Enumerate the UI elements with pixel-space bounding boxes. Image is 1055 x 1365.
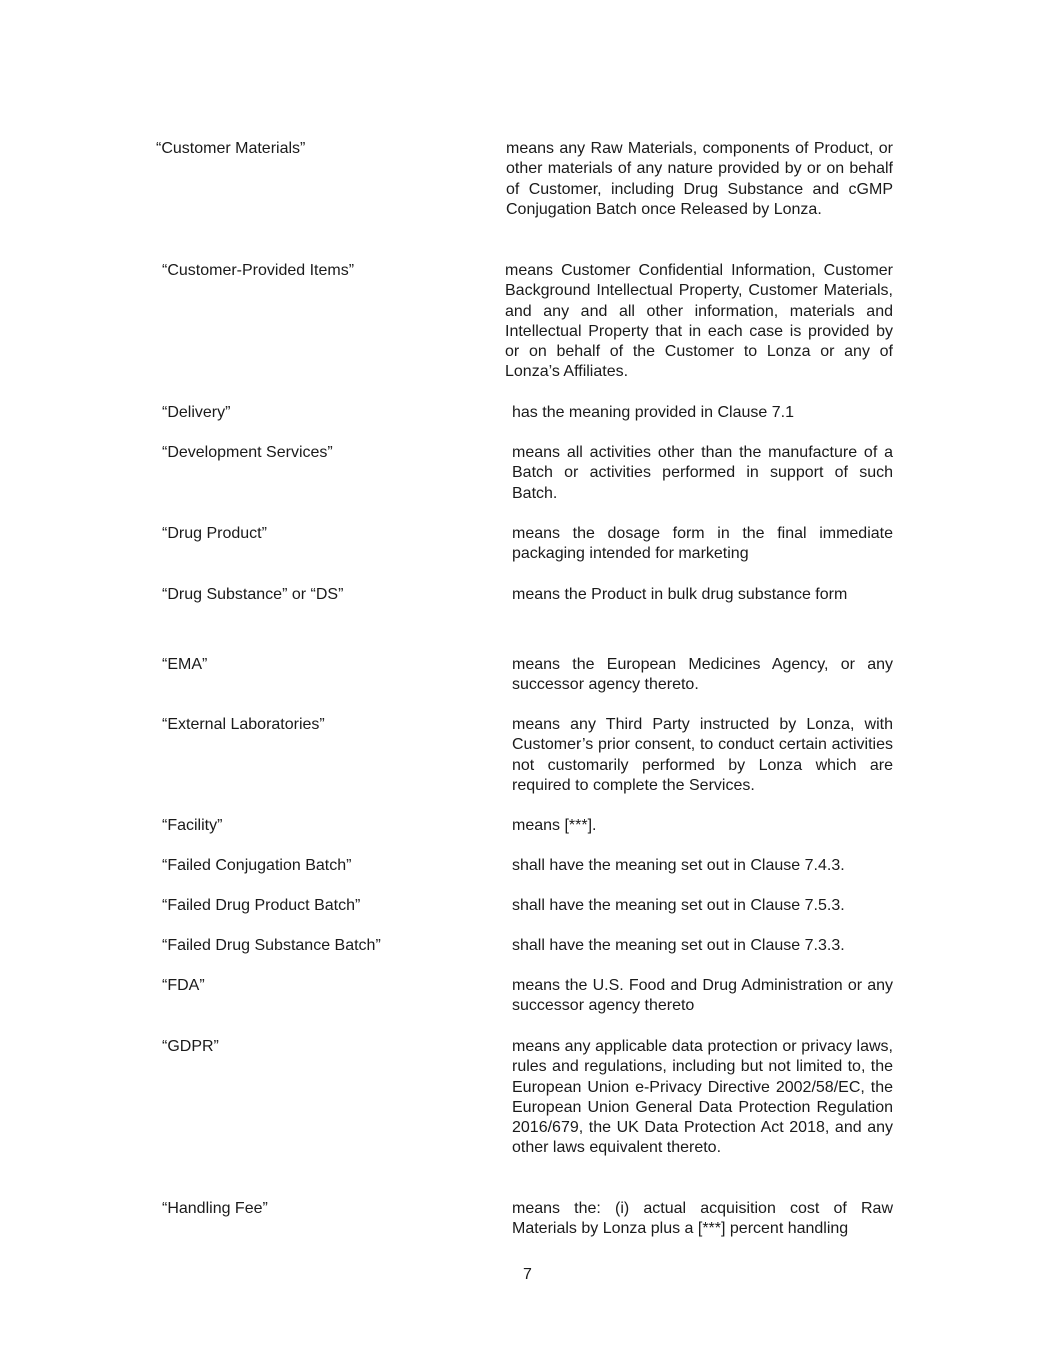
definition-external-laboratories: means any Third Party instructed by Lonza, with Customer’s prior consent, to conduct certain activities not customarily performed by Lonza which are required to complete the Services. (512, 716, 893, 794)
definition-gdpr: means any applicable data protection or privacy laws, rules and regulations, including but not limited to, the European Union e-Privacy Directive 2002/58/EC, the European Union General Data Protection Regulation 2016/679, the UK Data Protection Act 2018, and any other laws equivalent thereto. (512, 1038, 893, 1157)
term-delivery: “Delivery” (162, 404, 231, 421)
definition-drug-product: means the dosage form in the final immediate packaging intended for marketing (512, 525, 893, 563)
term-gdpr: “GDPR” (162, 1038, 219, 1055)
definition-failed-drug-product-batch: shall have the meaning set out in Clause 7.5.3. (512, 897, 845, 914)
definition-ema: means the European Medicines Agency, or any successor agency thereto. (512, 656, 893, 694)
term-customer-provided-items: “Customer-Provided Items” (162, 262, 355, 279)
definition-failed-conjugation-batch: shall have the meaning set out in Clause 7.4.3. (512, 857, 845, 874)
definition-customer-materials: means any Raw Materials, components of Product, or other materials of any nature provided by or on behalf of Customer, including Drug Substance and cGMP Conjugation Batch once Released by Lonza. (506, 140, 893, 218)
term-facility: “Facility” (162, 817, 223, 834)
definition-facility: means [***]. (512, 817, 597, 834)
term-external-laboratories: “External Laboratories” (162, 716, 325, 733)
term-customer-materials: “Customer Materials” (156, 140, 306, 157)
term-failed-conjugation-batch: “Failed Conjugation Batch” (162, 857, 352, 874)
term-development-services: “Development Services” (162, 444, 333, 461)
term-drug-substance: “Drug Substance” or “DS” (162, 586, 344, 603)
term-failed-drug-product-batch: “Failed Drug Product Batch” (162, 897, 361, 914)
term-drug-product: “Drug Product” (162, 525, 267, 542)
term-failed-drug-substance-batch: “Failed Drug Substance Batch” (162, 937, 381, 954)
term-handling-fee: “Handling Fee” (162, 1200, 268, 1217)
term-fda: “FDA” (162, 977, 205, 994)
page-number: 7 (523, 1266, 532, 1283)
definition-development-services: means all activities other than the manufacture of a Batch or activities performed in support of such Batch. (512, 444, 893, 502)
definition-customer-provided-items: means Customer Confidential Information, Customer Background Intellectual Property, Customer Materials, and any and all other information, materials and Intellectual Property that in each case is provided by or on behalf of the Customer to Lonza or any of Lonza’s Affiliates. (505, 262, 893, 381)
definition-drug-substance: means the Product in bulk drug substance form (512, 586, 848, 603)
definition-handling-fee: means the: (i) actual acquisition cost of Raw Materials by Lonza plus a [***] percent handling (512, 1200, 893, 1238)
definition-failed-drug-substance-batch: shall have the meaning set out in Clause 7.3.3. (512, 937, 845, 954)
term-ema: “EMA” (162, 656, 208, 673)
definition-fda: means the U.S. Food and Drug Administration or any successor agency thereto (512, 977, 893, 1015)
definition-delivery: has the meaning provided in Clause 7.1 (512, 404, 794, 421)
